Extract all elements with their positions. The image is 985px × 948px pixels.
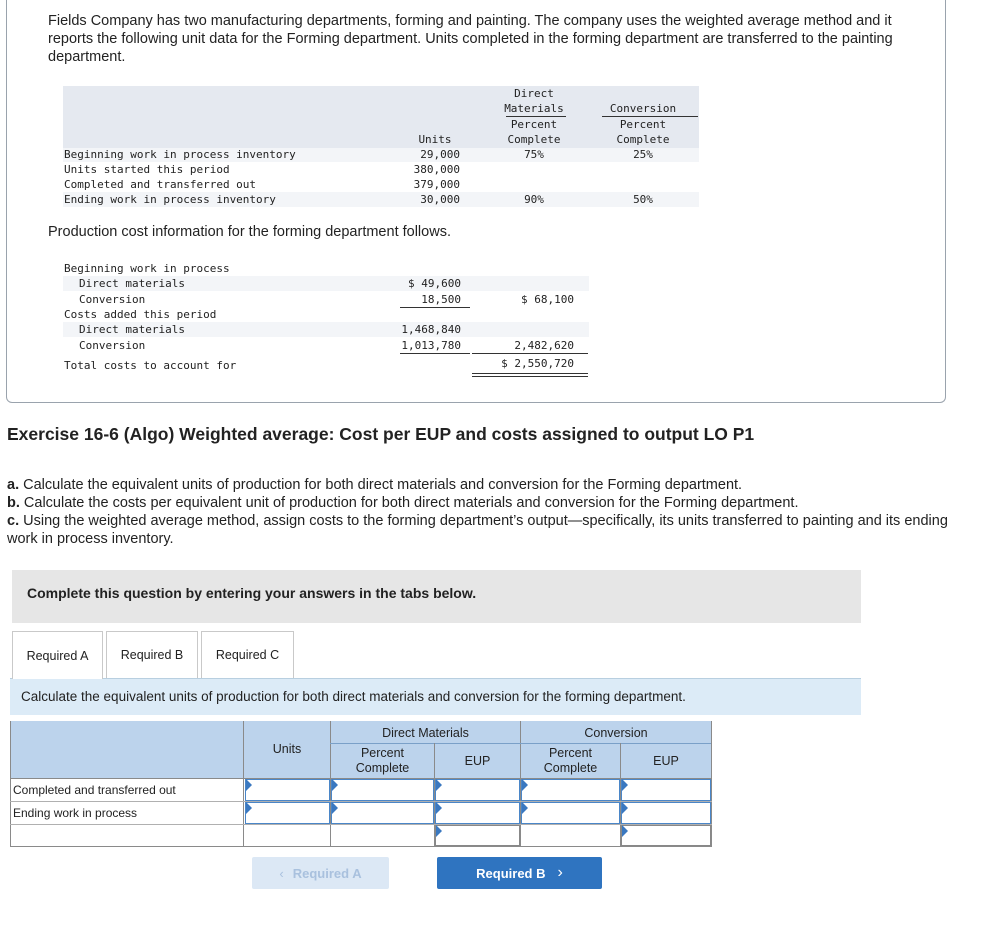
grid-cv-group-header: Conversion xyxy=(584,726,648,740)
exercise-title: Exercise 16-6 (Algo) Weighted average: Cost per EUP and costs assigned to output LO P1 xyxy=(7,424,755,444)
cost-added-label: Costs added this period xyxy=(64,308,217,321)
row-cv-pct: 25% xyxy=(633,148,653,161)
grid-line xyxy=(711,721,712,847)
cost-double-rule xyxy=(472,373,588,374)
grid-line xyxy=(520,743,712,744)
chevron-right-icon: › xyxy=(557,864,563,881)
dm-header-1: Direct xyxy=(514,87,554,100)
ending-wip-cv-pct-input[interactable] xyxy=(521,802,620,824)
grid-units-header: Units xyxy=(272,742,302,756)
instr-c-tag: c. xyxy=(7,513,20,529)
grid-line xyxy=(10,846,712,847)
row-dm-pct: 90% xyxy=(524,193,544,206)
cost-double-rule xyxy=(472,376,588,377)
production-cost-label: Production cost information for the forming department follows. xyxy=(48,224,451,240)
cost-total-label: Total costs to account for xyxy=(64,359,237,372)
cv-header-rule xyxy=(602,116,698,117)
grid-line xyxy=(10,721,11,847)
cost-rule xyxy=(400,307,470,308)
instr-b-tag: b. xyxy=(7,495,20,511)
cv-header-1: Conversion xyxy=(609,102,677,115)
complete-question-banner xyxy=(12,570,861,623)
grid-line xyxy=(330,743,520,744)
grid-cv-eup-header: EUP xyxy=(653,754,679,768)
ending-wip-dm-eup-input[interactable] xyxy=(435,802,520,824)
cv-header-3: Complete xyxy=(616,133,670,146)
completed-cv-pct-input[interactable] xyxy=(521,779,620,801)
row-label: Ending work in process inventory xyxy=(64,193,276,206)
cost-bwip-conv-label: Conversion xyxy=(79,293,146,306)
grid-dm-pct-header-1: Percent xyxy=(360,746,405,760)
intro-text: Fields Company has two manufacturing departments, forming and painting. The company uses the weighted average method and it reports the following unit data for the Forming department. Units completed in the forming department are transferred to the painting department. xyxy=(48,13,893,65)
dm-header-rule xyxy=(506,116,566,117)
ending-wip-units-input[interactable] xyxy=(245,802,330,824)
cost-added-total: 2,482,620 xyxy=(514,339,574,352)
chevron-left-icon: ‹ xyxy=(279,865,284,881)
completed-cv-eup-input[interactable] xyxy=(621,779,711,801)
grid-dm-eup-header: EUP xyxy=(464,754,491,768)
cost-bwip-dm-label: Direct materials xyxy=(79,277,185,290)
ending-wip-cv-eup-input[interactable] xyxy=(621,802,711,824)
cost-bwip-label: Beginning work in process xyxy=(64,262,230,275)
total-cv-eup-input[interactable] xyxy=(621,825,711,846)
grid-line xyxy=(243,721,244,847)
tab-prompt: Calculate the equivalent units of production for both direct materials and conversion for the forming department. xyxy=(21,689,686,704)
next-required-b-button[interactable] xyxy=(437,857,602,889)
row-units: 380,000 xyxy=(413,163,460,176)
row-dm-pct: 75% xyxy=(524,148,544,161)
row-label: Beginning work in process inventory xyxy=(64,148,296,161)
row-label: Completed and transferred out xyxy=(64,178,257,191)
instr-c: Using the weighted average method, assign costs to the forming department’s output—specifically, its units transferred to painting and its ending work in process inventory. xyxy=(7,513,948,547)
tab-required-c[interactable]: Required C xyxy=(201,631,294,678)
grid-dm-group-header: Direct Materials xyxy=(382,726,469,740)
instr-a-tag: a. xyxy=(7,477,20,493)
total-dm-eup-input[interactable] xyxy=(435,825,520,846)
cost-rule xyxy=(400,353,470,354)
next-label: Required B xyxy=(476,865,546,881)
tab-prompt-bar xyxy=(10,678,861,715)
cost-added-dm-label: Direct materials xyxy=(79,323,185,336)
grid-cv-pct-header-1: Percent xyxy=(548,746,593,760)
cost-bwip-total: $ 68,100 xyxy=(521,293,574,306)
prev-label: Required A xyxy=(292,865,362,881)
tab-required-b[interactable]: Required B xyxy=(106,631,198,678)
cost-bwip-dm: $ 49,600 xyxy=(408,277,461,290)
row-units: 29,000 xyxy=(420,148,460,161)
dm-header-3: Percent xyxy=(510,118,558,131)
cost-added-dm: 1,468,840 xyxy=(401,323,461,336)
instr-a: Calculate the equivalent units of production for both direct materials and conversion for the Forming department. xyxy=(19,477,743,493)
instructions xyxy=(7,476,957,548)
completed-dm-pct-input[interactable] xyxy=(331,779,434,801)
grid-row-label-completed: Completed and transferred out xyxy=(13,783,176,797)
completed-units-input[interactable] xyxy=(245,779,330,801)
row-cv-pct: 50% xyxy=(633,193,653,206)
cost-total: $ 2,550,720 xyxy=(501,357,574,370)
cv-header-2: Percent xyxy=(619,118,667,131)
dm-header-4: Complete xyxy=(507,133,561,146)
prev-required-a-button[interactable] xyxy=(252,857,389,889)
cost-rule xyxy=(472,353,588,354)
units-header: Units xyxy=(418,133,452,146)
tab-required-a[interactable]: Required A xyxy=(12,631,103,679)
row-units: 379,000 xyxy=(413,178,460,191)
grid-row-label-ending-wip: Ending work in process xyxy=(13,806,138,820)
cost-bwip-conv: 18,500 xyxy=(421,293,461,306)
dm-header-2: Materials xyxy=(504,102,564,115)
grid-dm-pct-header-2: Complete xyxy=(355,761,410,775)
row-units: 30,000 xyxy=(420,193,460,206)
grid-line xyxy=(10,824,712,825)
cost-added-conv-label: Conversion xyxy=(79,339,146,352)
ending-wip-dm-pct-input[interactable] xyxy=(331,802,434,824)
row-label: Units started this period xyxy=(64,163,230,176)
cost-added-conv: 1,013,780 xyxy=(401,339,461,352)
grid-cv-pct-header-2: Complete xyxy=(543,761,598,775)
completed-dm-eup-input[interactable] xyxy=(435,779,520,801)
instr-b: Calculate the costs per equivalent unit of production for both direct materials and conversion for the Forming department. xyxy=(19,495,799,511)
complete-prompt: Complete this question by entering your answers in the tabs below. xyxy=(27,585,477,601)
